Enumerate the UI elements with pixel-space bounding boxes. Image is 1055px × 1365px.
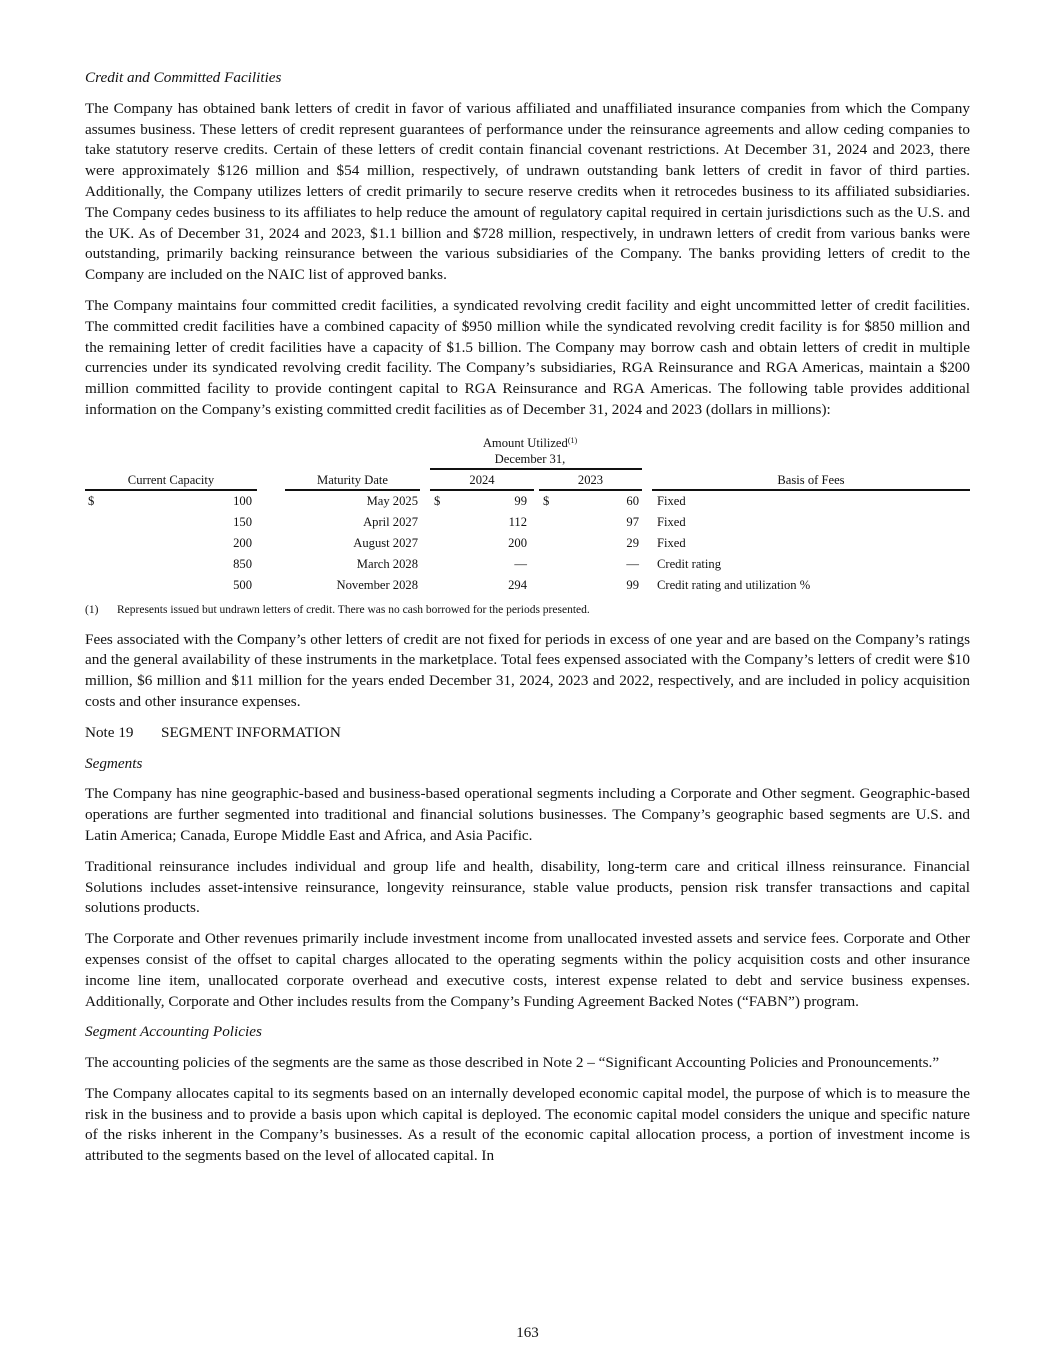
- currency-symbol: $: [543, 493, 550, 508]
- footnote-ref: (1): [567, 435, 578, 445]
- cell-2023: 99: [626, 577, 639, 592]
- cell-capacity: 500: [233, 577, 252, 592]
- segment-accounting-policies-heading: Segment Accounting Policies: [85, 1023, 262, 1041]
- col-header-2024: 2024: [469, 472, 495, 487]
- header-rule-maturity: [285, 489, 420, 491]
- amount-utilized-label: Amount Utilized: [482, 435, 568, 450]
- cell-2024: 294: [508, 577, 527, 592]
- cell-maturity: March 2028: [356, 556, 418, 571]
- header-rule-2024: [430, 489, 534, 491]
- header-rule-basis: [652, 489, 970, 491]
- cell-maturity: August 2027: [353, 535, 418, 550]
- col-header-basis: Basis of Fees: [777, 472, 845, 487]
- header-rule-2023: [539, 489, 642, 491]
- paragraph-letters-of-credit: The Company has obtained bank letters of credit in favor of various affiliated and unaffiliated insurance companies from which the Company assumes business. These letters of credit represent guarantees of performance under the reinsurance agreements and allow ceding companies to take statutory reserve credits. Certain of these letters of credit contain financial covenant restrictions. At December 31, 2024 and 2023, there were approximately $126 million and $54 million, respectively, of undrawn outstanding bank letters of credit in favor of third parties. Additionally, the Company utilizes letters of credit primarily to secure reserve credits when it retrocedes business to its affiliated subsidiaries. The Company cedes business to its affiliates to help reduce the amount of regulatory capital required in certain jurisdictions such as the U.S. and the UK. As of December 31, 2024 and 2023, $1.1 billion and $728 million, respectively, in undrawn letters of credit from various banks were outstanding, primarily backing reinsurance between the various subsidiaries of the Company. The banks providing letters of credit to the Company are included on the NAIC list of approved banks.: [85, 99, 970, 284]
- cell-maturity: April 2027: [363, 514, 418, 529]
- table-row: [85, 514, 970, 534]
- currency-symbol: $: [434, 493, 441, 508]
- col-header-2023: 2023: [577, 472, 604, 487]
- document-page: [85, 68, 970, 1177]
- cell-2024: 99: [514, 493, 527, 508]
- december-31-label: December 31,: [494, 451, 566, 466]
- paragraph-segments-overview: The Company has nine geographic-based and business-based operational segments including a Corporate and Other segment. Geographic-based operations are further segmented into traditional and financial solutions businesses. The Company’s geographic based segments are U.S. and Latin America; Canada, Europe Middle East and Africa, and Asia Pacific.: [85, 785, 970, 844]
- cell-2023: 29: [626, 535, 639, 550]
- paragraph-accounting-policies: The accounting policies of the segments are the same as those described in Note 2 – “Significant Accounting Policies and Pronouncements.”: [85, 1054, 940, 1072]
- note-number: Note 19: [85, 723, 134, 741]
- table-row: [85, 493, 970, 513]
- footnote-text: Represents issued but undrawn letters of credit. There was no cash borrowed for the periods presented.: [117, 603, 590, 616]
- col-header-maturity: Maturity Date: [317, 472, 388, 487]
- cell-2024: 200: [508, 535, 527, 550]
- cell-2023: 97: [626, 514, 639, 529]
- col-header-capacity: Current Capacity: [127, 472, 215, 487]
- group-header-rule: [430, 468, 642, 470]
- cell-basis: Credit rating: [657, 556, 722, 571]
- paragraph-traditional-reinsurance: Traditional reinsurance includes individual and group life and health, disability, long-term care and critical illness reinsurance. Financial Solutions includes asset-intensive reinsurance, longevity reinsurance, stable value products, pension risk transfer transactions and capital solutions products.: [85, 857, 970, 917]
- section-heading-credit: Credit and Committed Facilities: [85, 69, 282, 86]
- cell-capacity: 200: [233, 535, 252, 550]
- amount-utilized-header: [430, 435, 630, 467]
- cell-maturity: May 2025: [366, 493, 418, 508]
- cell-basis: Fixed: [657, 493, 686, 508]
- segments-heading: Segments: [85, 754, 143, 772]
- note-title: SEGMENT INFORMATION: [161, 723, 341, 741]
- cell-2023: 60: [626, 493, 639, 508]
- cell-maturity: November 2028: [336, 577, 418, 592]
- table-row: [85, 535, 970, 555]
- cell-basis: Fixed: [657, 514, 686, 529]
- cell-capacity: 100: [233, 493, 252, 508]
- footnote-number: (1): [85, 603, 99, 616]
- paragraph-fees: Fees associated with the Company’s other letters of credit are not fixed for periods in excess of one year and are based on the Company’s ratings and the general availability of these instruments in the marketplace. Total fees expensed associated with the Company’s letters of credit were $10 million, $6 million and $11 million for the years ended December 31, 2024, 2023 and 2022, respectively, and are included in policy acquisition costs and other insurance expenses.: [85, 630, 970, 710]
- header-rule-capacity: [85, 489, 257, 491]
- page-number: 163: [516, 1325, 539, 1341]
- cell-2024: 112: [508, 514, 527, 529]
- cell-basis: Credit rating and utilization %: [657, 577, 811, 592]
- paragraph-corporate-other: The Corporate and Other revenues primarily include investment income from unallocated invested assets and service fees. Corporate and Other expenses consist of the offset to capital charges allocated to the operating segments within the policy acquisition costs and other insurance income line item, unallocated corporate overhead and executive costs, interest expense related to debt and service business expenses. Additionally, Corporate and Other includes results from the Company’s Funding Agreement Backed Notes (“FABN”) program.: [85, 930, 970, 1010]
- credit-facilities-table: [85, 435, 970, 600]
- cell-capacity: 850: [233, 556, 252, 571]
- table-footnote: [85, 600, 970, 621]
- cell-capacity: 150: [233, 514, 252, 529]
- paragraph-capital-allocation: The Company allocates capital to its segments based on an internally developed economic capital model, the purpose of which is to measure the risk in the business and to provide a basis upon which capital is deployed. The economic capital model considers the unique and specific nature of the risks inherent in the Company’s businesses. As a result of the economic capital allocation process, a portion of investment income is attributed to the segments based on the level of allocated capital. In: [85, 1084, 970, 1165]
- cell-basis: Fixed: [657, 535, 686, 550]
- table-row: [85, 577, 970, 597]
- cell-2024: —: [514, 556, 527, 571]
- currency-symbol: $: [88, 493, 95, 508]
- note-19-heading: [85, 723, 970, 744]
- paragraph-credit-facilities: The Company maintains four committed credit facilities, a syndicated revolving credit facility and eight uncommitted letter of credit facilities. The committed credit facilities have a combined capacity of $950 million while the syndicated revolving credit facility is for $850 million and the remaining letter of credit facilities have a capacity of $1.5 billion. The Company may borrow cash and obtain letters of credit in multiple currencies under its syndicated revolving credit facility. The Company’s subsidiaries, RGA Reinsurance and RGA Americas, maintain a $200 million committed facility to provide contingent capital to RGA Reinsurance and RGA Americas. The following table provides additional information on the Company’s existing committed credit facilities as of December 31, 2024 and 2023 (dollars in millions):: [85, 296, 970, 418]
- cell-2023: —: [626, 556, 639, 571]
- table-row: [85, 556, 970, 576]
